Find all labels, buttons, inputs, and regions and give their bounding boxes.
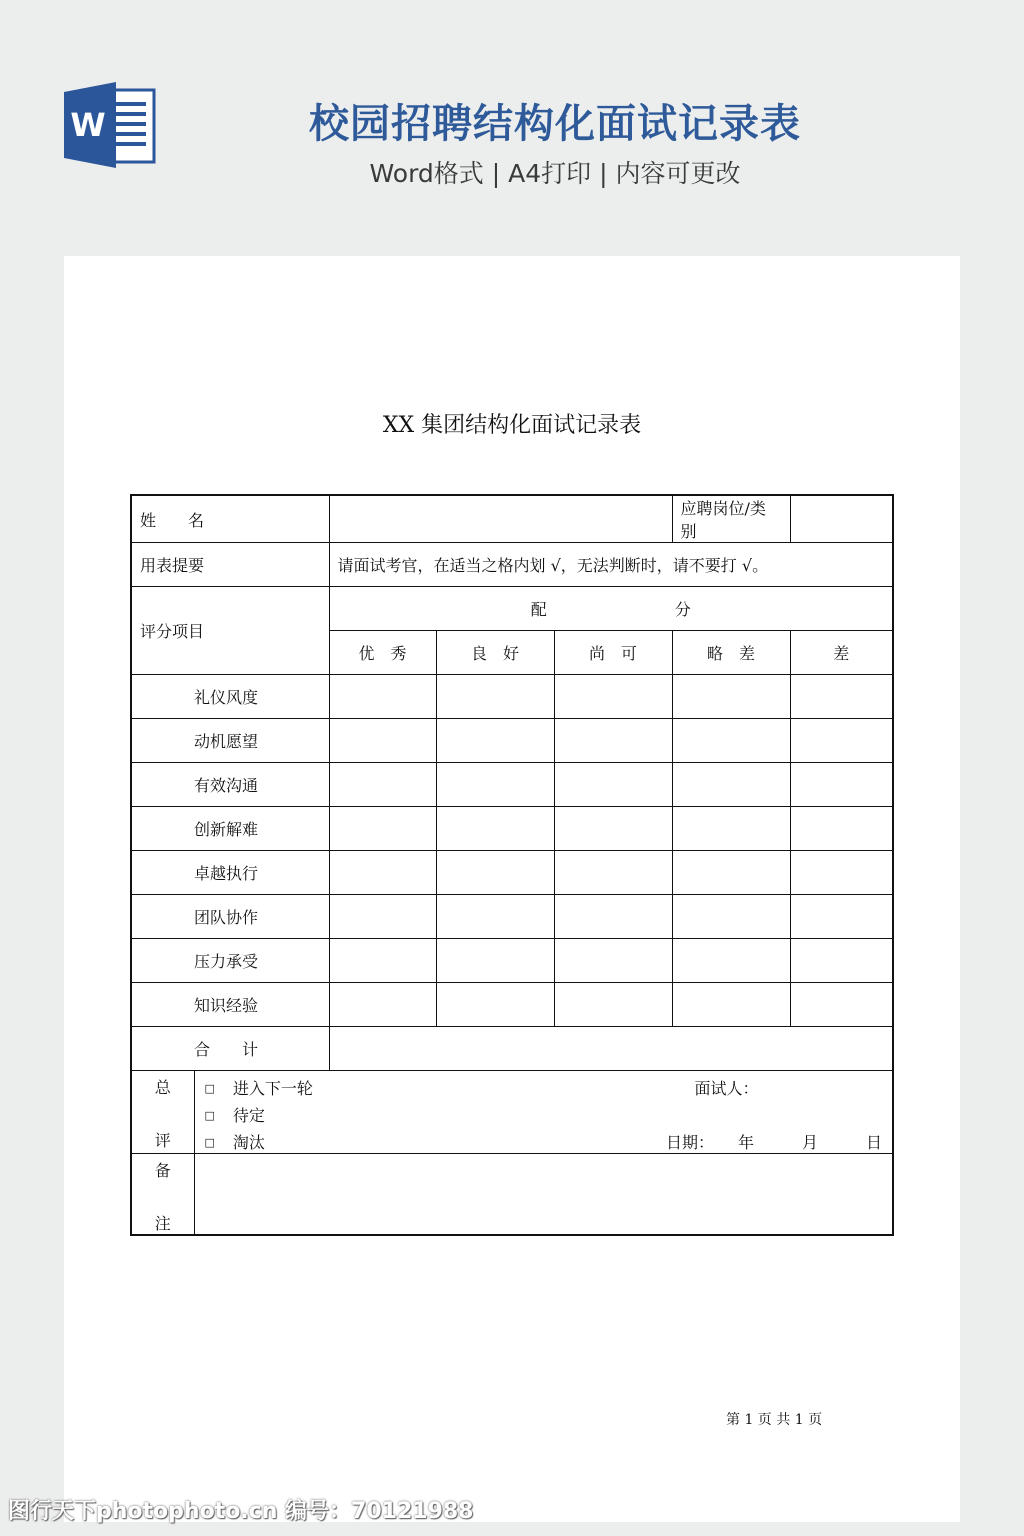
grade-poor: 差 xyxy=(790,631,893,675)
banner-subtitle: Word格式 | A4打印 | 内容可更改 xyxy=(369,159,741,188)
score-cell[interactable] xyxy=(790,763,893,807)
score-cell[interactable] xyxy=(790,719,893,763)
score-cell[interactable] xyxy=(790,939,893,983)
word-icon xyxy=(64,82,156,168)
score-cell[interactable] xyxy=(329,763,436,807)
score-cell[interactable] xyxy=(672,939,790,983)
score-cell[interactable] xyxy=(329,719,436,763)
table-row xyxy=(131,719,893,763)
banner xyxy=(0,0,1024,240)
option-eliminate[interactable] xyxy=(205,1130,265,1153)
score-cell[interactable] xyxy=(554,807,672,851)
total-label: 合 计 xyxy=(131,1027,329,1071)
score-header: 配 分 xyxy=(329,587,893,631)
score-cell[interactable] xyxy=(790,675,893,719)
score-cell[interactable] xyxy=(554,763,672,807)
word-logo-letter: W xyxy=(70,106,106,144)
grade-fair: 尚 可 xyxy=(554,631,672,675)
checkbox-icon[interactable]: □ xyxy=(204,1082,215,1095)
item-label: 动机愿望 xyxy=(131,719,329,763)
usage-label: 用表提要 xyxy=(131,543,329,587)
page-number: 第 1 页 共 1 页 xyxy=(726,1412,823,1428)
score-cell[interactable] xyxy=(672,675,790,719)
notes-field[interactable] xyxy=(194,1154,893,1236)
table-row xyxy=(131,851,893,895)
watermark: 图行天下photophoto.cn 编号：70121988 xyxy=(8,1499,474,1524)
score-cell[interactable] xyxy=(554,939,672,983)
notes-label-bottom: 注 xyxy=(154,1214,171,1233)
score-cell[interactable] xyxy=(672,895,790,939)
grade-excellent: 优 秀 xyxy=(329,631,436,675)
score-cell[interactable] xyxy=(436,763,554,807)
score-cell[interactable] xyxy=(790,807,893,851)
option-next-round[interactable] xyxy=(205,1076,313,1099)
score-cell[interactable] xyxy=(554,719,672,763)
evaluation-label xyxy=(131,1071,194,1154)
evaluation-row xyxy=(131,1071,893,1154)
grade-good: 良 好 xyxy=(436,631,554,675)
grade-below: 略 差 xyxy=(672,631,790,675)
table-row xyxy=(131,939,893,983)
score-cell[interactable] xyxy=(554,895,672,939)
score-cell[interactable] xyxy=(329,807,436,851)
evaluation-label-bottom: 评 xyxy=(154,1131,171,1150)
interview-record-table xyxy=(130,494,894,1236)
score-cell[interactable] xyxy=(672,983,790,1027)
table-row xyxy=(131,983,893,1027)
item-label: 礼仪风度 xyxy=(131,675,329,719)
score-cell[interactable] xyxy=(436,719,554,763)
name-field[interactable] xyxy=(329,495,672,543)
score-cell[interactable] xyxy=(554,851,672,895)
checkbox-icon[interactable]: □ xyxy=(204,1109,215,1122)
position-field[interactable] xyxy=(790,495,893,543)
score-cell[interactable] xyxy=(554,675,672,719)
evaluation-cell xyxy=(194,1071,893,1154)
document-page xyxy=(64,256,960,1522)
score-cell[interactable] xyxy=(672,807,790,851)
score-cell[interactable] xyxy=(436,939,554,983)
score-cell[interactable] xyxy=(436,675,554,719)
item-label: 卓越执行 xyxy=(131,851,329,895)
date-label: 日期： 年 月 日 xyxy=(666,1133,883,1152)
evaluation-label-top: 总 xyxy=(154,1078,171,1097)
option-next-round-label: 进入下一轮 xyxy=(232,1079,313,1098)
usage-row xyxy=(131,543,893,587)
checkbox-icon[interactable]: □ xyxy=(204,1136,215,1149)
total-row xyxy=(131,1027,893,1071)
score-cell[interactable] xyxy=(436,807,554,851)
table-row xyxy=(131,675,893,719)
option-pending[interactable] xyxy=(205,1103,265,1126)
item-label: 有效沟通 xyxy=(131,763,329,807)
interviewer-label: 面试人： xyxy=(694,1079,759,1098)
score-cell[interactable] xyxy=(329,983,436,1027)
position-label: 应聘岗位/类别 xyxy=(672,495,790,543)
score-cell[interactable] xyxy=(436,851,554,895)
option-eliminate-label: 淘汰 xyxy=(232,1133,265,1152)
score-cell[interactable] xyxy=(790,983,893,1027)
name-row xyxy=(131,495,893,543)
document-title: XX 集团结构化面试记录表 xyxy=(382,413,642,438)
score-cell[interactable] xyxy=(554,983,672,1027)
table-row xyxy=(131,895,893,939)
name-label: 姓 名 xyxy=(131,495,329,543)
score-cell[interactable] xyxy=(329,939,436,983)
score-cell[interactable] xyxy=(790,851,893,895)
item-label: 知识经验 xyxy=(131,983,329,1027)
score-cell[interactable] xyxy=(672,851,790,895)
notes-row xyxy=(131,1154,893,1236)
usage-text: 请面试考官，在适当之格内划 √，无法判断时，请不要打 √。 xyxy=(329,543,893,587)
score-header-row xyxy=(131,587,893,631)
banner-title: 校园招聘结构化面试记录表 xyxy=(309,101,801,147)
option-pending-label: 待定 xyxy=(232,1106,265,1125)
item-label: 创新解难 xyxy=(131,807,329,851)
scoring-item-label: 评分项目 xyxy=(131,587,329,675)
item-label: 压力承受 xyxy=(131,939,329,983)
item-label: 团队协作 xyxy=(131,895,329,939)
score-cell[interactable] xyxy=(329,675,436,719)
table-row xyxy=(131,807,893,851)
score-cell[interactable] xyxy=(329,851,436,895)
score-cell[interactable] xyxy=(329,895,436,939)
notes-label-top: 备 xyxy=(154,1161,171,1180)
score-cell[interactable] xyxy=(672,763,790,807)
score-cell[interactable] xyxy=(790,895,893,939)
score-cell[interactable] xyxy=(436,895,554,939)
table-row xyxy=(131,763,893,807)
notes-label xyxy=(131,1154,194,1236)
score-cell[interactable] xyxy=(436,983,554,1027)
score-cell[interactable] xyxy=(672,719,790,763)
total-field[interactable] xyxy=(329,1027,893,1071)
